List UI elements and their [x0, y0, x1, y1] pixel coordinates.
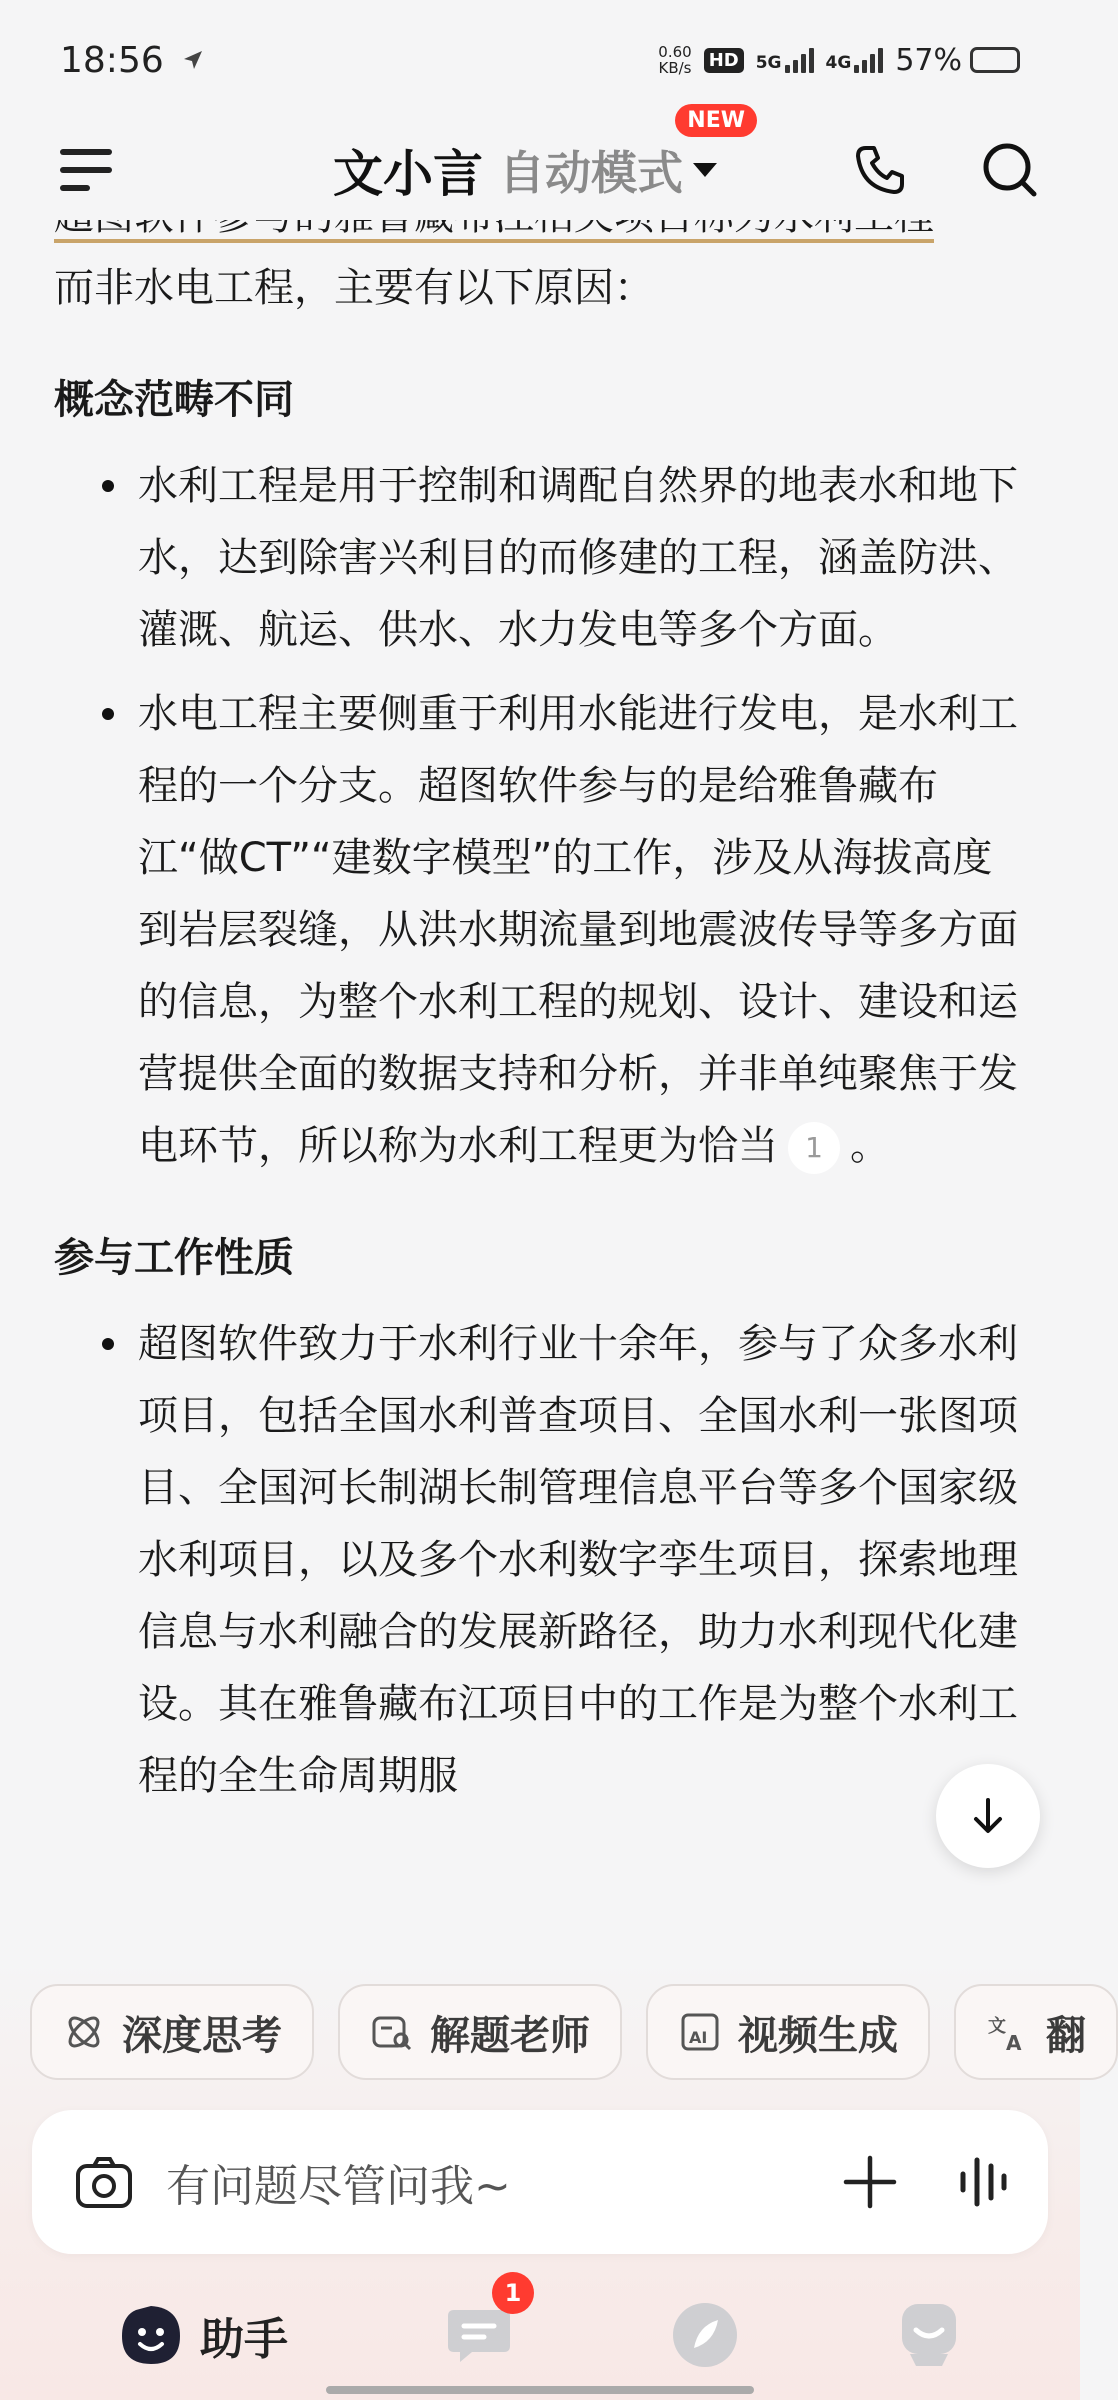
section-title-work: 参与工作性质	[54, 1235, 294, 1281]
intro-line-2: 而非水电工程，主要有以下原因：	[54, 265, 654, 311]
signal-5g-icon: 5G	[756, 47, 814, 73]
chip-deep-think[interactable]: 深度思考	[30, 1984, 314, 2080]
plus-icon[interactable]	[842, 2154, 898, 2210]
chat-input[interactable]: 有问题尽管问我~	[166, 2161, 511, 2212]
menu-icon[interactable]	[60, 140, 120, 200]
ai-video-icon	[678, 2010, 722, 2054]
status-time: 18:56	[60, 39, 164, 81]
search-icon[interactable]	[980, 140, 1040, 200]
scroll-down-button[interactable]	[936, 1764, 1040, 1868]
status-bar	[0, 0, 1080, 120]
voice-wave-icon[interactable]	[958, 2154, 1008, 2210]
battery-indicator: 57%	[895, 43, 1020, 78]
app-header	[0, 108, 1080, 220]
title-area[interactable]	[333, 108, 745, 206]
mode-selector[interactable]: 自动模式	[499, 137, 717, 203]
nav-assistant[interactable]: 助手	[118, 2302, 288, 2368]
chip-translate[interactable]: 文 A 翻	[954, 1984, 1118, 2080]
signal-4g-icon: 4G	[826, 47, 884, 73]
citation-badge[interactable]: 1	[788, 1122, 840, 1174]
svg-text:A: A	[1006, 2031, 1022, 2055]
svg-text:文: 文	[988, 2016, 1006, 2037]
messages-badge: 1	[492, 2272, 534, 2314]
chip-video-gen[interactable]: AI 视频生成	[646, 1984, 930, 2080]
navigation-arrow-icon	[182, 49, 204, 71]
chat-content[interactable]	[0, 180, 1080, 1980]
quick-chips	[30, 1984, 1118, 2080]
profile-face-icon	[896, 2300, 962, 2370]
hd-icon: HD	[704, 48, 744, 73]
new-badge: NEW	[675, 104, 757, 137]
concept-bullets	[54, 450, 1026, 1182]
nav-profile[interactable]	[896, 2300, 962, 2370]
compass-icon	[670, 2300, 740, 2370]
nav-discover[interactable]	[670, 2300, 740, 2370]
list-item: 超图软件致力于水利行业十余年，参与了众多水利项目，包括全国水利普查项目、全国水利一张图项目、全国河长制湖长制管理信息平台等多个国家级水利项目，以及多个水利数字孪生项目，探索地理信息与水利融合的发展新路径，助力水利现代化建设。其在雅鲁藏布江项目中的工作是为整个水利工程的全生命周期服	[54, 1308, 1026, 1812]
svg-text:AI: AI	[689, 2028, 708, 2047]
caret-down-icon	[693, 163, 717, 177]
chat-input-bar[interactable]	[32, 2110, 1048, 2254]
solve-icon	[370, 2010, 414, 2054]
translate-icon	[986, 2010, 1030, 2054]
app-title: 文小言	[333, 145, 483, 203]
chip-solve-teacher[interactable]: 解题老师	[338, 1984, 622, 2080]
bottom-nav	[0, 2270, 1080, 2400]
camera-icon[interactable]	[72, 2150, 136, 2214]
phone-icon[interactable]	[850, 140, 910, 200]
section-title-concept: 概念范畴不同	[54, 377, 294, 423]
home-indicator[interactable]	[326, 2386, 754, 2394]
battery-icon	[970, 47, 1020, 73]
atom-icon	[62, 2010, 106, 2054]
arrow-down-icon	[966, 1794, 1010, 1838]
network-speed: 0.60 KB/s	[658, 43, 692, 77]
list-item: 水利工程是用于控制和调配自然界的地表水和地下水，达到除害兴利目的而修建的工程，涵盖防洪、灌溉、航运、供水、水力发电等多个方面。	[54, 450, 1026, 666]
assistant-face-icon	[118, 2302, 184, 2368]
nav-messages[interactable]	[444, 2279, 522, 2368]
work-bullets	[54, 1308, 1026, 1812]
list-item: 水电工程主要侧重于利用水能进行发电，是水利工程的一个分支。超图软件参与的是给雅鲁藏布江“做CT”“建数字模型”的工作，涉及从海拔高度到岩层裂缝，从洪水期流量到地震波传导等多方面的信息，为整个水利工程的规划、设计、建设和运营提供全面的数据支持和分析，并非单纯聚焦于发电环节，所以称为水利工程更为恰当 1 。	[54, 678, 1026, 1182]
